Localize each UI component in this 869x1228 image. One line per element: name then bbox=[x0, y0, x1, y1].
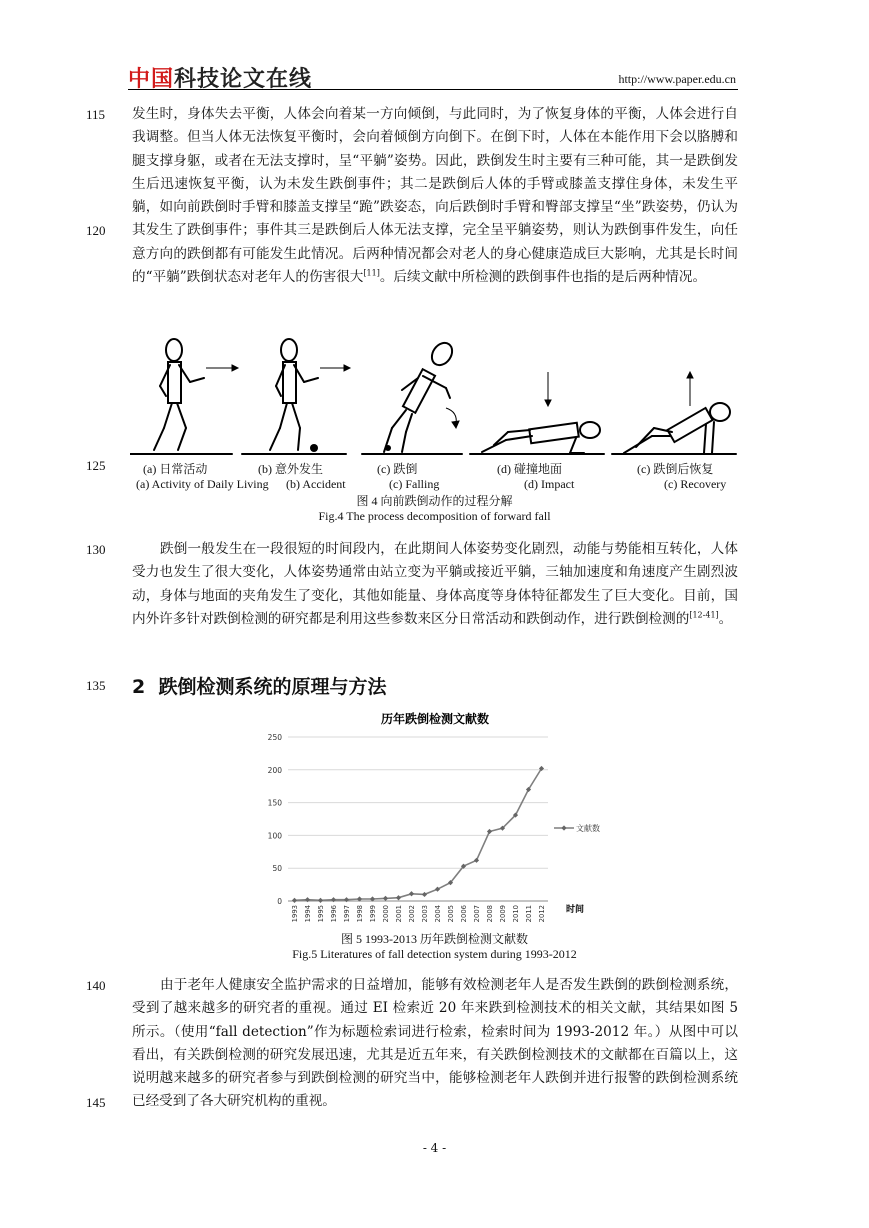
figure4-caption-en: Fig.4 The process decomposition of forward fall bbox=[318, 509, 551, 523]
line-number: 130 bbox=[86, 542, 106, 557]
x-tick-label: 2000 bbox=[382, 905, 390, 923]
data-point bbox=[331, 897, 336, 902]
fig4-label-cn-a: (a) 日常活动 bbox=[143, 462, 208, 476]
citation-ref[interactable]: [11] bbox=[363, 268, 380, 278]
journal-url[interactable]: http://www.paper.edu.cn bbox=[618, 72, 736, 86]
legend-label: 文献数 bbox=[576, 824, 600, 833]
x-tick-label: 1993 bbox=[291, 905, 299, 923]
data-point bbox=[383, 896, 388, 901]
paragraph-fall-features: 跌倒一般发生在一段很短的时间段内，在此期间人体姿势变化剧烈，动能与势能相互转化，人体受力也发生了很大变化，人体姿势通常由站立变为平躺或接近平躺，三轴加速度和角速度产生剧烈波动，身体与地面的夹角发生了变化，其他如能量、身体高度等身体特征都发生了巨大变化。目前，国内外许多针对跌倒检测的研究都是利用这些参数来区分日常活动和跌倒动作，进行跌倒检测的[12-41]。 bbox=[132, 541, 738, 627]
chart-x-axis-label: 时间 bbox=[566, 905, 585, 915]
data-point bbox=[396, 895, 401, 900]
fig4-label-en-a: (a) Activity of Daily Living bbox=[136, 477, 269, 491]
y-tick-label: 100 bbox=[267, 831, 282, 841]
line-number: 145 bbox=[86, 1095, 106, 1110]
y-tick-label: 150 bbox=[267, 798, 282, 808]
data-point bbox=[292, 898, 297, 903]
fig4-label-cn-e: (c) 跌倒后恢复 bbox=[637, 462, 714, 476]
fig4-label-cn-d: (d) 碰撞地面 bbox=[497, 462, 562, 476]
line-number: 140 bbox=[86, 978, 106, 993]
data-point bbox=[474, 858, 479, 863]
x-tick-label: 1994 bbox=[304, 905, 312, 923]
page-number: - 4 - bbox=[422, 1141, 447, 1155]
data-point bbox=[318, 898, 323, 903]
series-line bbox=[295, 769, 542, 901]
fig4-label-cn-c: (c) 跌倒 bbox=[377, 462, 418, 476]
figure5-caption-cn: 图 5 1993-2013 历年跌倒检测文献数 bbox=[341, 932, 528, 946]
data-point bbox=[409, 891, 414, 896]
y-tick-label: 50 bbox=[272, 864, 282, 874]
line-number: 125 bbox=[86, 458, 106, 473]
header-divider bbox=[128, 89, 738, 90]
x-tick-label: 2012 bbox=[538, 905, 546, 923]
section-heading: 2 跌倒检测系统的原理与方法 bbox=[132, 676, 387, 698]
x-tick-label: 1997 bbox=[343, 905, 351, 923]
x-tick-label: 2001 bbox=[395, 905, 403, 923]
line-number: 115 bbox=[86, 107, 106, 122]
y-tick-label: 200 bbox=[267, 765, 282, 775]
y-tick-label: 250 bbox=[267, 733, 282, 742]
line-number: 135 bbox=[86, 678, 106, 693]
x-tick-label: 1995 bbox=[317, 905, 325, 923]
x-tick-label: 2004 bbox=[434, 905, 442, 923]
chart-title: 历年跌倒检测文献数 bbox=[380, 712, 490, 726]
data-point bbox=[435, 887, 440, 892]
x-tick-label: 1998 bbox=[356, 905, 364, 923]
x-tick-label: 2005 bbox=[447, 905, 455, 923]
paragraph-literature-trend: 由于老年人健康安全监护需求的日益增加，能够有效检测老年人是否发生跌倒的跌倒检测系统，受到了越来越多的研究者的重视。通过 EI 检索近 20 年来跌到检测技术的相关文献，其结果如图 5 所示。（使用“fall detection”作为标题检索词进行检索，检索时间为 1993-2012 年。）从图中可以看出，有关跌倒检测的研究发展迅速，尤其是近五年来，有关跌倒检测技术的文献都在百篇以上，这说明越来越多的研究者参与到跌倒检测的研究当中，能够检测老年人跌倒并进行报警的跌倒检测系统已经受到了各大研究机构的重视。 bbox=[132, 977, 738, 1110]
x-tick-label: 2011 bbox=[525, 905, 533, 923]
data-point bbox=[487, 829, 492, 834]
data-point bbox=[422, 892, 427, 897]
y-tick-label: 0 bbox=[277, 897, 282, 906]
x-tick-label: 1999 bbox=[369, 905, 377, 923]
x-tick-label: 2010 bbox=[512, 905, 520, 923]
x-tick-label: 2007 bbox=[473, 905, 481, 923]
journal-logo: 中国科技论文在线 bbox=[128, 67, 313, 92]
x-tick-label: 1996 bbox=[330, 905, 338, 923]
citation-ref[interactable]: [12-41] bbox=[689, 610, 719, 620]
fig4-label-en-d: (d) Impact bbox=[524, 477, 575, 491]
legend-marker bbox=[561, 825, 566, 830]
x-tick-label: 2002 bbox=[408, 905, 416, 923]
x-tick-label: 2009 bbox=[499, 905, 507, 923]
fig4-label-cn-b: (b) 意外发生 bbox=[258, 462, 323, 476]
fig4-label-en-b: (b) Accident bbox=[286, 477, 346, 491]
data-point bbox=[344, 897, 349, 902]
figure5-caption-en: Fig.5 Literatures of fall detection system during 1993-2012 bbox=[292, 947, 577, 961]
fig4-label-en-c: (c) Falling bbox=[389, 477, 440, 491]
x-tick-label: 2006 bbox=[460, 905, 468, 923]
fig4-label-en-e: (c) Recovery bbox=[664, 477, 727, 491]
figure5-chart bbox=[250, 706, 620, 928]
x-tick-label: 2008 bbox=[486, 905, 494, 923]
paragraph-fall-types: 发生时，身体失去平衡，人体会向着某一方向倾倒，与此同时，为了恢复身体的平衡，人体会进行自我调整。但当人体无法恢复平衡时，会向着倾倒方向倒下。在倒下时，人体在本能作用下会以胳膊和腿支撑身躯，或者在无法支撑时，呈“平躺”姿势。因此，跌倒发生时主要有三种可能，其一是跌倒发生后迅速恢复平衡，认为未发生跌倒事件；其二是跌倒后人体的手臂或膝盖支撑住身体，未发生平躺，如向前跌倒时手臂和膝盖支撑呈“跪”跌姿态，向后跌倒时手臂和臀部支撑呈“坐”跌姿势，仍认为其发生了跌倒事件；事件其三是跌倒后人体无法支撑，完全呈平躺姿势，则认为跌倒事件发生，向任意方向的跌倒都有可能发生此情况。后两种情况都会对老人的身心健康造成巨大影响，尤其是长时间的“平躺”跌倒状态对老年人的伤害很大[11]。后续文献中所检测的跌倒事件也指的是后两种情况。 bbox=[132, 106, 738, 286]
data-point bbox=[305, 897, 310, 902]
x-tick-label: 2003 bbox=[421, 905, 429, 923]
line-number: 120 bbox=[86, 223, 106, 238]
figure4-caption-cn: 图 4 向前跌倒动作的过程分解 bbox=[356, 494, 513, 508]
figure4-illustration bbox=[130, 332, 740, 460]
